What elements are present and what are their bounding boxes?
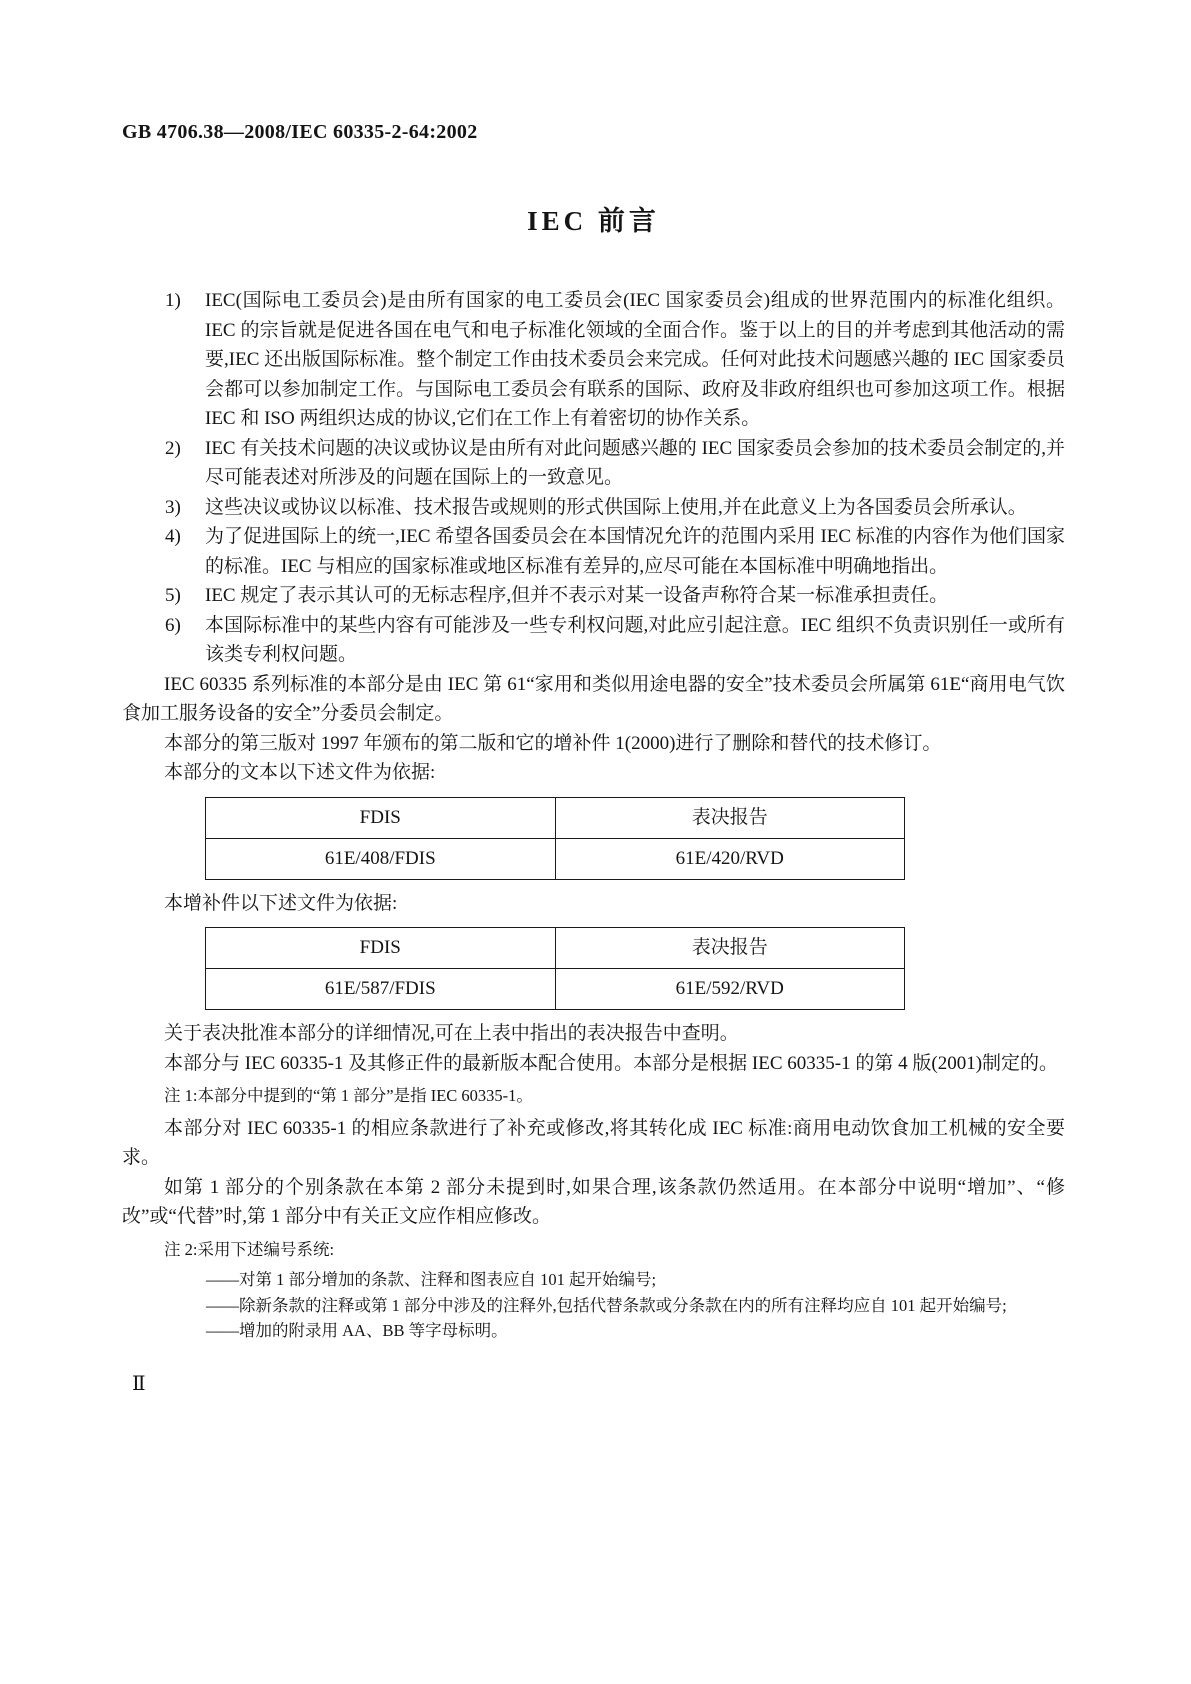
- vote-table-header-fdis: FDIS: [206, 797, 556, 838]
- list-item-text: IEC(国际电工委员会)是由所有国家的电工委员会(IEC 国家委员会)组成的世界范围内的标准化组织。IEC 的宗旨就是促进各国在电气和电子标准化领域的全面合作。鉴于以上的目的并考虑到其他活动的需要,IEC 还出版国际标准。整个制定工作由技术委员会来完成。任何对此技术问题感兴趣的 IEC 国家委员会都可以参加制定工作。与国际电工委员会有联系的国际、政府及非政府组织也可参加这项工作。根据 IEC 和 ISO 两组织达成的协议,它们在工作上有着密切的协作关系。: [205, 290, 1065, 429]
- dash-item-text: 增加的附录用 AA、BB 等字母标明。: [239, 1321, 508, 1340]
- paragraph-committee: IEC 60335 系列标准的本部分是由 IEC 第 61“家用和类似用途电器的安全”技术委员会所属第 61E“商用电气饮食加工服务设备的安全”分委员会制定。: [122, 673, 1065, 724]
- page-title: IEC 前言: [527, 206, 660, 236]
- dash-prefix: ——: [206, 1270, 239, 1289]
- list-item: [122, 611, 1065, 670]
- dash-item-text: 对第 1 部分增加的条款、注释和图表应自 101 起开始编号;: [239, 1270, 657, 1289]
- dash-prefix: ——: [206, 1295, 239, 1315]
- dash-item-text: 除新条款的注释或第 1 部分中涉及的注释外,包括代替条款或分条款在内的所有注释均应自 101 起开始编号;: [239, 1295, 1007, 1315]
- paragraph-edition: 本部分的第三版对 1997 年颁布的第二版和它的增补件 1(2000)进行了删除和替代的技术修订。: [164, 732, 942, 754]
- standard-number: GB 4706.38—2008/IEC 60335-2-64:2002: [122, 121, 478, 143]
- vote-table-cell-report: 61E/592/RVD: [555, 969, 905, 1010]
- vote-table-header-report: 表决报告: [555, 797, 905, 838]
- list-item-text: 本国际标准中的某些内容有可能涉及一些专利权问题,对此应引起注意。IEC 组织不负责识别任一或所有该类专利权问题。: [205, 614, 1065, 665]
- list-item-number: 3): [165, 496, 181, 518]
- dash-list-item: [206, 1293, 1065, 1319]
- paragraph-vote-info: 关于表决批准本部分的详细情况,可在上表中指出的表决报告中查明。: [164, 1023, 739, 1044]
- list-item: [122, 581, 1065, 611]
- vote-table-header-row: [206, 928, 905, 969]
- vote-table-header-fdis: FDIS: [206, 928, 556, 969]
- vote-table-header-report: 表决报告: [555, 928, 905, 969]
- list-item-text: 这些决议或协议以标准、技术报告或规则的形式供国际上使用,并在此意义上为各国委员会所承认。: [205, 496, 1027, 518]
- note-1: 注 1:本部分中提到的“第 1 部分”是指 IEC 60335-1。: [164, 1086, 533, 1105]
- dash-prefix: ——: [206, 1321, 239, 1340]
- vote-table-cell-report: 61E/420/RVD: [555, 838, 905, 879]
- list-item-text: IEC 规定了表示其认可的无标志程序,但并不表示对某一设备声称符合某一标准承担责任。: [205, 585, 949, 606]
- vote-table-header-row: [206, 797, 905, 838]
- vote-table-data-row: [206, 969, 905, 1010]
- page-number: Ⅱ: [132, 1372, 146, 1395]
- vote-table-data-row: [206, 838, 905, 879]
- list-item-number: 2): [165, 437, 181, 459]
- paragraph-use-with: 本部分与 IEC 60335-1 及其修正件的最新版本配合使用。本部分是根据 IEC 60335-1 的第 4 版(2001)制定的。: [164, 1052, 1059, 1074]
- list-item: [122, 434, 1065, 493]
- list-item: [122, 493, 1065, 523]
- vote-table-amendment: [205, 927, 905, 1010]
- vote-table-cell-fdis: 61E/408/FDIS: [206, 838, 556, 879]
- paragraph-applicability: 如第 1 部分的个别条款在本第 2 部分未提到时,如果合理,该条款仍然适用。在本部分中说明“增加”、“修改”或“代替”时,第 1 部分中有关正文应作相应修改。: [122, 1176, 1065, 1227]
- dash-list-item: [206, 1267, 1065, 1293]
- list-item-number: 6): [165, 614, 181, 636]
- dash-list-item: [206, 1318, 1065, 1344]
- paragraph-basis-amendment: 本增补件以下述文件为依据:: [164, 892, 398, 914]
- note-2: 注 2:采用下述编号系统:: [164, 1239, 335, 1259]
- vote-table-part: [205, 797, 905, 880]
- list-item-number: 5): [165, 585, 181, 606]
- paragraph-basis-part: 本部分的文本以下述文件为依据:: [164, 762, 436, 783]
- numbering-system-list: [206, 1267, 1065, 1344]
- vote-table-cell-fdis: 61E/587/FDIS: [206, 969, 556, 1010]
- list-item-text: IEC 有关技术问题的决议或协议是由所有对此问题感兴趣的 IEC 国家委员会参加的技术委员会制定的,并尽可能表述对所涉及的问题在国际上的一致意见。: [205, 437, 1065, 488]
- list-item-number: 1): [165, 290, 181, 311]
- paragraph-supplement: 本部分对 IEC 60335-1 的相应条款进行了补充或修改,将其转化成 IEC 标准:商用电动饮食加工机械的安全要求。: [122, 1117, 1065, 1168]
- list-item-text: 为了促进国际上的统一,IEC 希望各国委员会在本国情况允许的范围内采用 IEC 标准的内容作为他们国家的标准。IEC 与相应的国家标准或地区标准有差异的,应尽可能在本国标准中明确地指出。: [205, 526, 1065, 577]
- foreword-numbered-list: [122, 286, 1065, 670]
- list-item: [122, 286, 1065, 434]
- list-item: [122, 522, 1065, 581]
- list-item-number: 4): [165, 526, 181, 547]
